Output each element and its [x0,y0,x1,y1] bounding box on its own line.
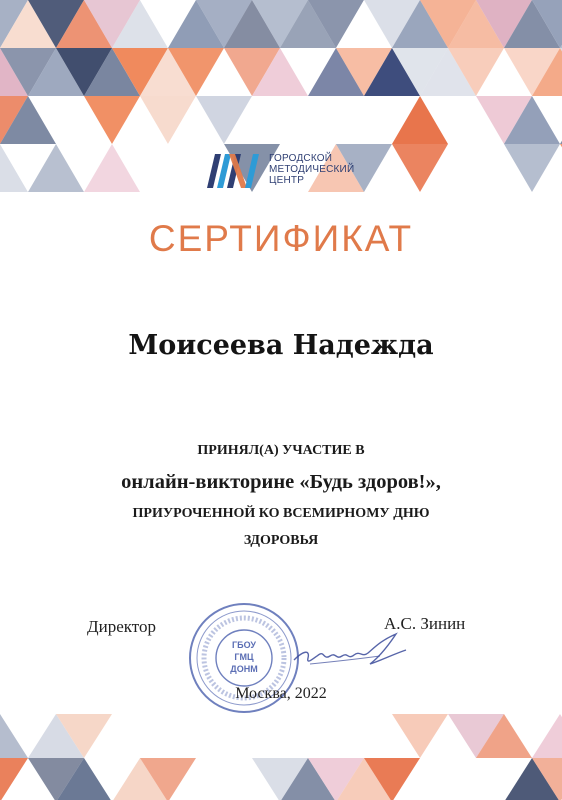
participation-text-line-2: онлайн-викторине «Будь здоров!», [121,471,441,493]
decorative-triangle [532,714,562,758]
stamp-line-3: ДОНМ [230,664,258,674]
organization-line-3: ЦЕНТР [269,175,305,186]
director-name: А.С. Зинин [384,614,466,633]
organization-line-1: ГОРОДСКОЙ [269,153,333,164]
city-and-year: Москва, 2022 [235,685,327,702]
stamp-line-1: ГБОУ [232,640,256,650]
director-title: Директор [87,617,156,636]
decorative-triangle [196,758,252,800]
logo-mark-icon [205,152,263,190]
decorative-triangle [0,714,28,758]
organization-line-2: МЕТОДИЧЕСКИЙ [269,164,355,175]
decorative-triangle [504,144,560,192]
participation-text-line-1: ПРИНЯЛ(А) УЧАСТИЕ В [197,443,365,458]
stamp-line-2: ГМЦ [234,652,254,662]
recipient-name: Моисеева Надежда [128,330,434,361]
decorative-triangle [392,144,448,192]
decorative-triangle [392,96,448,144]
certificate-title: СЕРТИФИКАТ [148,218,414,259]
decorative-triangle [392,714,448,758]
organization-logo [205,150,375,192]
decorative-triangle [84,144,140,192]
decorative-triangle [84,96,140,144]
participation-text-line-3: ПРИУРОЧЕННОЙ КО ВСЕМИРНОМУ ДНЮ [132,506,430,521]
participation-text-line-4: ЗДОРОВЬЯ [243,533,319,548]
decorative-triangle [0,758,28,800]
organization-name [269,153,354,186]
